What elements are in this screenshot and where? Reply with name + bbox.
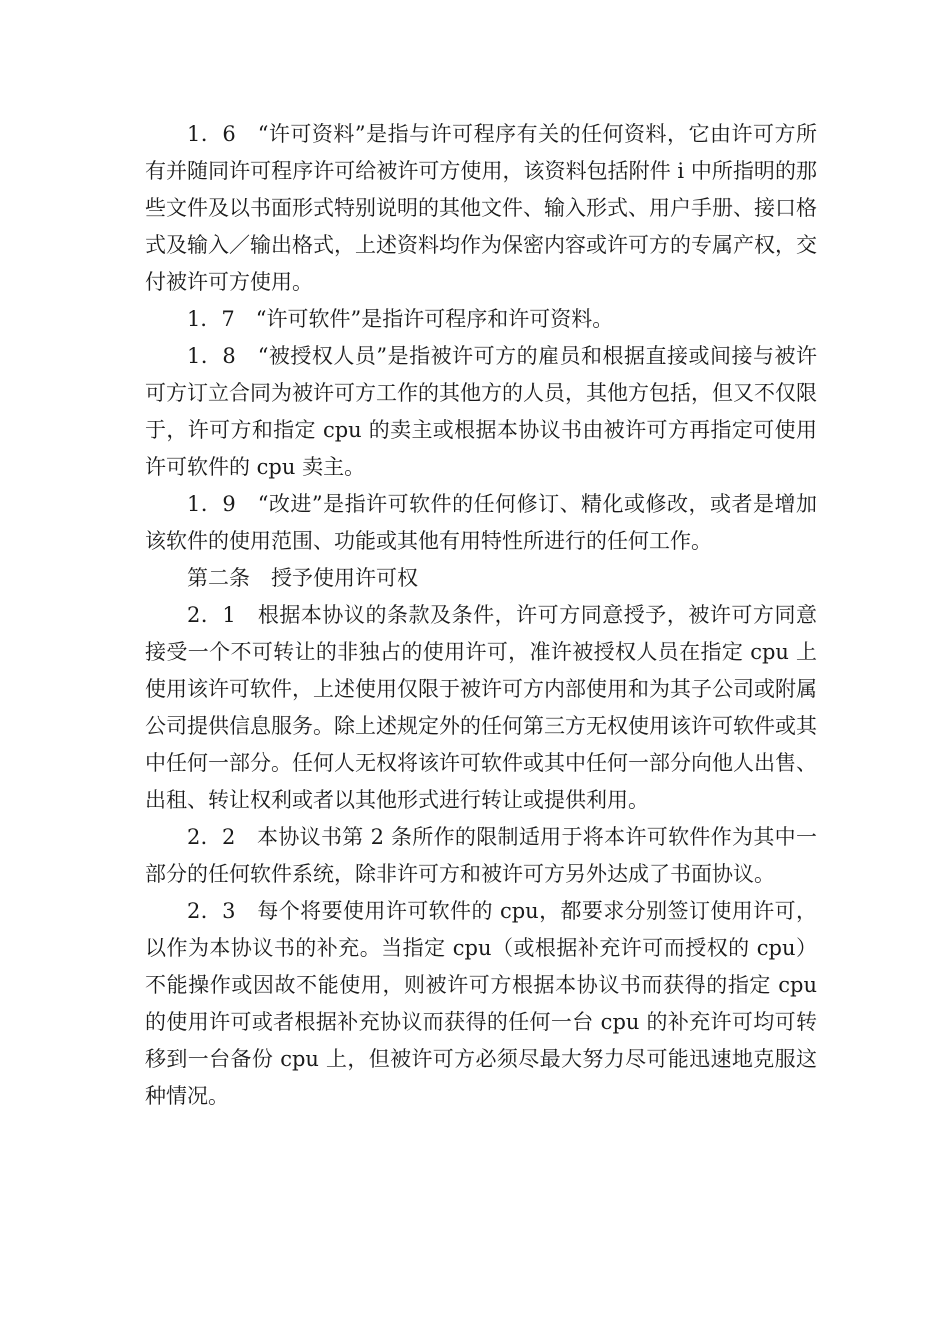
document-page <box>145 116 824 1115</box>
paragraph-2-3: 2．3 每个将要使用许可软件的 cpu，都要求分别签订使用许可，以作为本协议书的补充。当指定 cpu（或根据补充许可而授权的 cpu）不能操作或因故不能使用，则被许可方根据本协议书而获得的指定 cpu 的使用许可或者根据补充协议而获得的任何一台 cpu 的补充许可均可转移到一台备份 cpu 上，但被许可方必须尽最大努力尽可能迅速地克服这种情况。 <box>145 899 824 1108</box>
paragraph-1-7: 1．7 “许可软件”是指许可程序和许可资料。 <box>187 307 614 331</box>
paragraph-2-2: 2．2 本协议书第 2 条所作的限制适用于将本许可软件作为其中一部分的任何软件系统，除非许可方和被许可方另外达成了书面协议。 <box>145 825 817 886</box>
paragraph-2-1: 2．1 根据本协议的条款及条件，许可方同意授予，被许可方同意接受一个不可转让的非独占的使用许可，准许被授权人员在指定 cpu 上使用该许可软件，上述使用仅限于被许可方内部使用和为其子公司或附属公司提供信息服务。除上述规定外的任何第三方无权使用该许可软件或其中任何一部分。任何人无权将该许可软件或其中任何一部分向他人出售、出租、转让权利或者以其他形式进行转让或提供利用。 <box>145 603 817 812</box>
section-heading-article-2: 第二条 授予使用许可权 <box>187 566 418 590</box>
paragraph-1-9: 1．9 “改进”是指许可软件的任何修订、精化或修改，或者是增加该软件的使用范围、功能或其他有用特性所进行的任何工作。 <box>145 492 817 553</box>
paragraph-1-6: 1．6 “许可资料”是指与许可程序有关的任何资料，它由许可方所有并随同许可程序许可给被许可方使用，该资料包括附件 i 中所指明的那些文件及以书面形式特别说明的其他文件、输入形式、用户手册、接口格式及输入／输出格式，上述资料均作为保密内容或许可方的专属产权，交付被许可方使用。 <box>145 122 817 294</box>
paragraph-1-8: 1．8 “被授权人员”是指被许可方的雇员和根据直接或间接与被许可方订立合同为被许可方工作的其他方的人员，其他方包括，但又不仅限于，许可方和指定 cpu 的卖主或根据本协议书由被许可方再指定可使用许可软件的 cpu 卖主。 <box>145 344 817 479</box>
